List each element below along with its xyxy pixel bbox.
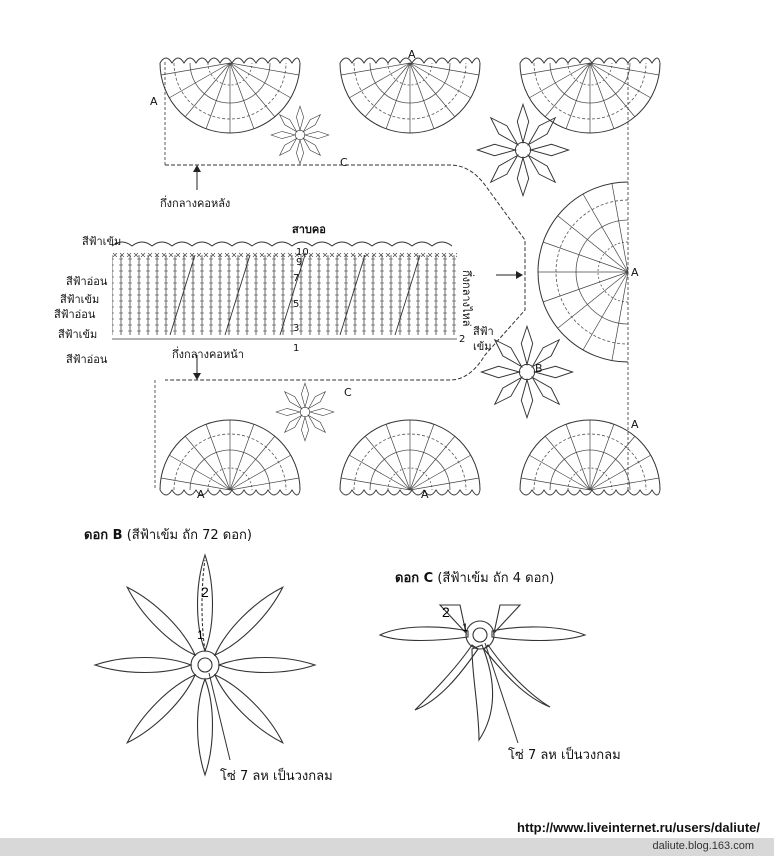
row-number: 9: [296, 257, 303, 268]
motif-a-fan: [160, 58, 300, 133]
motif-b-label: B: [535, 362, 543, 375]
collar-color-label-right: เข้ม: [473, 340, 492, 353]
row-number: 3: [293, 323, 300, 334]
motif-b-chart: [95, 555, 315, 775]
motif-a-label: A: [197, 488, 205, 501]
motif-a-label: A: [408, 48, 416, 61]
motif-c-name: ดอก C: [395, 571, 434, 586]
motif-a-label: A: [150, 95, 158, 108]
svg-text:1: 1: [197, 628, 204, 642]
row-number: 2: [459, 334, 466, 345]
collar-color-label: สีฟ้าอ่อน: [54, 308, 96, 321]
collar-color-label: สีฟ้าเข้ม: [58, 328, 98, 341]
motif-b-caption: [84, 524, 252, 545]
row-number: 1: [293, 343, 300, 354]
front-neck-center-label: กึ่งกลางคอหน้า: [172, 348, 244, 361]
motif-c-detail: (สีฟ้าเข้ม ถัก 4 ดอก): [437, 571, 555, 586]
motif-a-label: A: [631, 266, 639, 279]
svg-text:1: 1: [462, 622, 469, 634]
footer-text: daliute.blog.163.com: [652, 840, 754, 852]
svg-text:2: 2: [442, 604, 450, 620]
source-url: http://www.liveinternet.ru/users/daliute/: [517, 820, 760, 835]
motif-c-label: C: [344, 386, 352, 399]
collar-band: [112, 242, 457, 339]
shoulder-center-label: กึ่งกลางไหล่: [460, 270, 473, 327]
motif-c-caption: [395, 567, 554, 588]
collar-color-label: สีฟ้าอ่อน: [66, 275, 108, 288]
collar-color-label-right: สีฟ้า: [473, 325, 494, 338]
motif-a-label: A: [421, 488, 429, 501]
motif-a-fan: [340, 58, 480, 133]
motif-c-chart: [380, 604, 585, 743]
motif-b-note: โซ่ 7 ลห เป็นวงกลม: [220, 769, 333, 784]
collar-color-label: สีฟ้าเข้ม: [82, 235, 122, 248]
svg-text:2: 2: [201, 584, 209, 600]
row-number: 7: [293, 273, 300, 284]
motif-b-detail: (สีฟ้าเข้ม ถัก 72 ดอก): [126, 528, 252, 543]
collar-color-label: สีฟ้าเข้ม: [60, 293, 100, 306]
motif-c-label: C: [340, 156, 348, 169]
row-number: 10: [296, 247, 309, 258]
motif-a-fan: [520, 58, 660, 133]
motif-b-name: ดอก B: [84, 528, 123, 543]
motif-c-note: โซ่ 7 ลห เป็นวงกลม: [508, 748, 621, 763]
footer-bar: [0, 838, 774, 856]
motif-a-label: A: [631, 418, 639, 431]
row-number: 5: [293, 299, 300, 310]
collar-color-label: สีฟ้าอ่อน: [66, 353, 108, 366]
collar-label: สาบคอ: [292, 223, 326, 236]
back-neck-center-label: กึ่งกลางคอหลัง: [160, 197, 231, 210]
